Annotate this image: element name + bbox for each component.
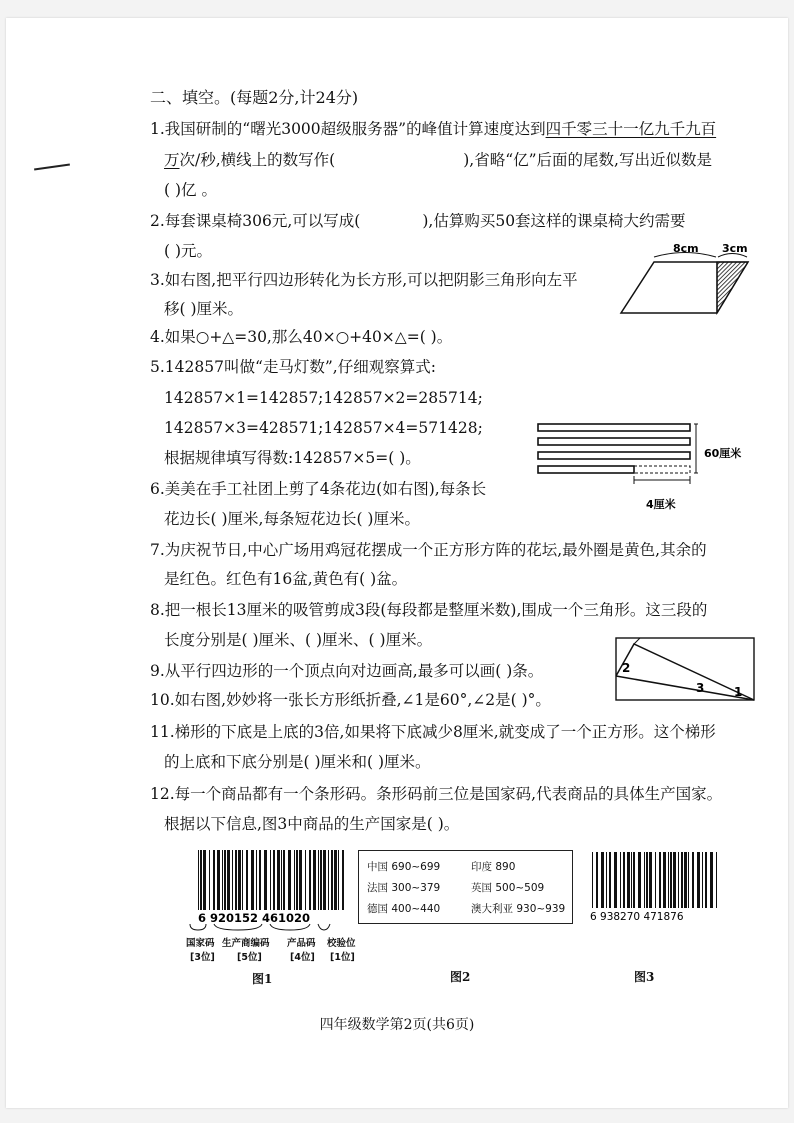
label-8cm: 8cm [673,242,699,255]
q12-line1: 12.每一个商品都有一个条形码。条形码前三位是国家码,代表商品的具体生产国家。 [150,785,723,803]
barcode-bar [264,850,267,920]
cell-australia: 澳大利亚 930~939 [471,903,566,915]
label-3cm: 3cm [722,242,748,255]
q5-line2: 142857×1=142857;142857×2=285714; [164,389,483,407]
q4-line1[interactable]: 4.如果○+△=30,那么40×○+40×△=( )。 [150,328,453,346]
angle-1-label: 1 [734,685,743,699]
sublabel-5: [5位] [237,952,262,963]
q11-line2[interactable]: 的上底和下底分别是( )厘米和( )厘米。 [164,753,431,771]
label-maker-code: 生产商编码 [222,938,270,949]
q5-line4[interactable]: 根据规律填写得数:142857×5=( )。 [164,449,421,467]
barcode-bar [246,850,248,920]
sublabel-1: [1位] [330,952,355,963]
barcode-bar [203,850,206,920]
barcode-bar [283,850,285,920]
section-title: 二、填空。(每题2分,计24分) [150,88,359,107]
q6-line1: 6.美美在手工社团上剪了4条花边(如右图),每条长 [150,480,487,498]
barcode-bar [213,850,215,920]
barcode-bar [270,850,271,920]
barcode-bar [305,850,306,920]
barcode-bar [288,850,291,920]
barcode-bar [209,850,210,920]
barcode-bar [232,850,233,920]
barcode-bar [242,850,243,920]
barcode-figure-1 [196,850,346,930]
barcode-bar [222,850,223,920]
barcode-1-braces [186,922,366,934]
q3-line1: 3.如右图,把平行四边形转化为长方形,可以把阴影三角形向左平 [150,271,578,289]
barcode-bar [331,850,333,920]
cell-india: 印度 890 [471,861,516,873]
barcode-bar [342,850,344,920]
barcode-bar [273,850,275,920]
sublabel-4: [4位] [290,952,315,963]
barcode-bar [227,850,230,920]
q9-line1[interactable]: 9.从平行四边形的一个顶点向对边画高,最多可以画( )条。 [150,662,544,680]
cell-france: 法国 300~379 [367,882,441,894]
cell-uk: 英国 500~509 [471,882,545,894]
barcode-bar [296,850,298,920]
q8-line1: 8.把一根长13厘米的吸管剪成3段(每段都是整厘米数),围成一个三角形。这三段的 [150,601,708,619]
barcode-bar [198,850,199,920]
barcode-bar [313,850,316,920]
barcode-bar [235,850,237,920]
barcode-bar [294,850,295,920]
barcode-bar [338,850,339,920]
barcode-bar [256,850,257,920]
barcode-1-digits: 6 920152 461020 [198,911,311,925]
barcode-bar [328,850,329,920]
angle-3-label: 3 [696,681,705,695]
sublabel-3: [3位] [190,952,215,963]
barcode-bar [320,850,322,920]
label-check-digit: 校验位 [327,938,356,949]
country-code-table [358,850,573,924]
barcode-bar [281,850,282,920]
q2-line1: 2.每套课桌椅306元,可以写成( ),估算购买50套这样的课桌椅大约需要 [150,212,686,230]
parallelogram-figure [614,240,754,320]
barcode-figure-3 [590,852,722,924]
ribbon-figure [532,420,742,516]
barcode-bar [224,850,226,920]
barcode-bar [309,850,311,920]
q6-line2[interactable]: 花边长( )厘米,每条短花边长( )厘米。 [164,510,420,528]
barcode-bar [259,850,261,920]
folded-paper-figure [610,632,760,708]
page-footer: 四年级数学第2页(共6页) [319,1017,475,1033]
barcode-bar [217,850,220,920]
q8-line2[interactable]: 长度分别是( )厘米、( )厘米、( )厘米。 [164,631,433,649]
q7-line1: 7.为庆祝节日,中心广场用鸡冠花摆成一个正方形方阵的花坛,最外圈是黄色,其余的 [150,541,707,559]
barcode-bar [238,850,241,920]
label-product-code: 产品码 [287,938,316,949]
cell-germany: 德国 400~440 [367,903,441,915]
q3-line2[interactable]: 移( )厘米。 [164,300,244,318]
barcode-bar [323,850,326,920]
barcode-bar [318,850,319,920]
label-60cm: 60厘米 [704,447,742,460]
q5-line1: 5.142857叫做“走马灯数”,仔细观察算式: [150,358,436,376]
q12-line2[interactable]: 根据以下信息,图3中商品的生产国家是( )。 [164,815,460,833]
q1-line2: 万次/秒,横线上的数写作( ),省略“亿”后面的尾数,写出近似数是 [164,151,712,169]
q2-line2[interactable]: ( )元。 [164,242,213,260]
cell-china: 中国 690~699 [367,861,441,873]
exam-page [6,18,788,1108]
barcode-bar [251,850,254,920]
label-4cm: 4厘米 [646,498,676,511]
q11-line1: 11.梯形的下底是上底的3倍,如果将下底减少8厘米,就变成了一个正方形。这个梯形 [150,723,716,741]
caption-fig1: 图1 [252,972,273,986]
angle-2-label: 2 [622,661,631,675]
caption-fig3: 图3 [634,970,655,984]
q1-underlined-number: 四千零三十一亿九千九百 [545,120,717,138]
q5-line3: 142857×3=428571;142857×4=571428; [164,419,483,437]
barcode-bar [277,850,280,920]
barcode-bar [200,850,202,920]
q1-line3[interactable]: ( )亿 。 [164,181,217,199]
q1-line1: 1.我国研制的“曙光3000超级服务器”的峰值计算速度达到四千零三十一亿九千九百 [150,120,717,138]
barcode-3-digits: 6 938270 471876 [590,911,684,923]
barcode-bar [299,850,302,920]
caption-fig2: 图2 [450,970,471,984]
barcode-bar [334,850,337,920]
q10-line1[interactable]: 10.如右图,妙妙将一张长方形纸折叠,∠1是60°,∠2是( )°。 [150,691,551,709]
label-country-code: 国家码 [186,938,215,949]
q7-line2[interactable]: 是红色。红色有16盆,黄色有( )盆。 [164,570,408,588]
